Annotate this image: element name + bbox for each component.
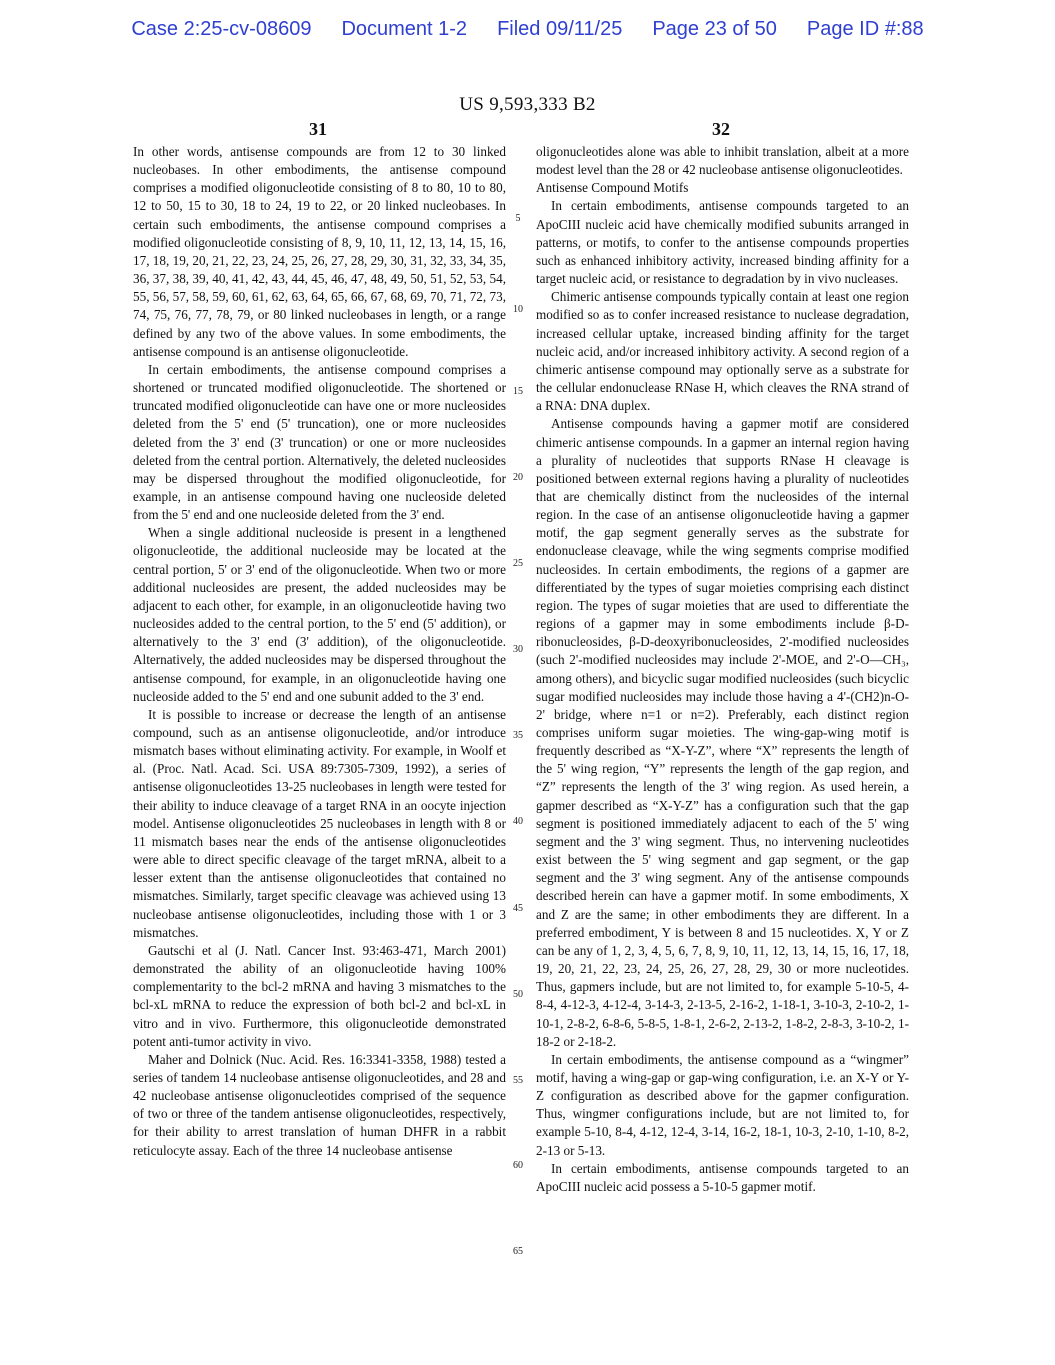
line-number: 40 xyxy=(513,816,523,827)
case-number: Case 2:25-cv-08609 xyxy=(131,18,312,40)
right-column xyxy=(536,143,909,1196)
line-number: 15 xyxy=(513,386,523,397)
left-paragraph-6: Maher and Dolnick (Nuc. Acid. Res. 16:3341-3358, 1988) tested a series of tandem 14 nucleobase antisense oligonucleotides, and 28 and 42 nucleobase antisense oligonucleotides comprised of the sequence of two or three of the tandem antisense oligonucleotides, respectively, for their ability to arrest translation of human DHFR in a rabbit reticulocyte assay. Each of the three 14 nucleobase antisense xyxy=(133,1051,506,1158)
line-number: 5 xyxy=(515,213,521,224)
left-column-number: 31 xyxy=(309,119,327,139)
right-intro-paragraph: oligonucleotides alone was able to inhibit translation, albeit at a more modest level than the 28 or 42 nucleobase antisense oligonucleotides. xyxy=(536,144,909,178)
line-number: 60 xyxy=(513,1160,523,1171)
right-paragraph-4: In certain embodiments, the antisense compound as a “wingmer” motif, having a wing-gap or gap-wing configuration, i.e. an X-Y or Y-Z configuration as described above for the gapmer configuration. Thus, wingmer configurations include, but are not limited to, for example 5-10, 8-4, 4-12, 12-4, 3-14, 16-2, 18-1, 10-3, 2-10, 1-10, 8-2, 2-13 or 5-13. xyxy=(536,1051,909,1158)
line-number: 10 xyxy=(513,304,523,315)
right-paragraph-2: Chimeric antisense compounds typically contain at least one region modified so as to confer increased resistance to nuclease degradation, increased cellular uptake, increased binding affinity for the target nucleic acid, and/or increased inhibitory activity. A second region of a chimeric antisense compound may optionally serve as a substrate for the cellular endonuclease RNase H, which cleaves the RNA strand of a RNA: DNA duplex. xyxy=(536,289,909,414)
filed-date: Filed 09/11/25 xyxy=(497,18,623,40)
page-id: Page ID #:88 xyxy=(806,18,924,40)
right-paragraph-3: Antisense compounds having a gapmer motif are considered chimeric antisense compounds. In a gapmer an internal region having a plurality of nucleotides that supports RNase H cleavage is positioned between external regions having a plurality of nucleotides that are chemically distinct from the nucleosides of the internal region. In the case of an antisense oligonucleotide having a gapmer motif, the gap segment generally serves as the substrate for endonuclease cleavage, while the wing segments comprise modified nucleosides. In certain embodiments, the regions of a gapmer are differentiated by the types of sugar moieties comprising each distinct region. The types of sugar moieties that are used to differentiate the regions of a gapmer may in some embodiments include β-D-ribonucleosides, β-D-deoxyribonucleosides, 2'-modified nucleosides (such 2'-modified nucleosides may include 2'-MOE, and 2'-O—CH₃, among others), and bicyclic sugar modified nucleosides (such bicyclic sugar modified nucleosides may include those having a 4'-(CH2)n-O-2' bridge, where n=1 or n=2). Preferably, each distinct region comprises uniform sugar moieties. The wing-gap-wing motif is frequently described as “X-Y-Z”, where “X” represents the length of the 5' wing region, “Y” represents the length of the gap region, and “Z” represents the length of the 3' wing region. As used herein, a gapmer described as “X-Y-Z” has a configuration such that the gap segment is positioned immediately adjacent to each of the 5' wing segment and the 3' wing segment. Thus, no intervening nucleotides exist between the 5' wing segment and gap segment, or the gap segment and the 3' wing segment. Any of the antisense compounds described herein can have a gapmer motif. In some embodiments, X and Z are the same; in other embodiments they are different. In a preferred embodiment, Y is between 8 and 15 nucleotides. X, Y or Z can be any of 1, 2, 3, 4, 5, 6, 7, 8, 9, 10, 11, 12, 13, 14, 15, 16, 17, 18, 19, 20, 21, 22, 23, 24, 25, 26, 27, 28, 29, 30 or more nucleotides. Thus, gapmers include, but are not limited to, for example 5-10-5, 4-8-4, 4-12-3, 4-12-4, 3-14-3, 2-13-5, 2-16-2, 1-18-1, 3-10-3, 2-10-2, 1-10-1, 2-8-2, 6-8-6, 5-8-5, 1-8-1, 2-6-2, 2-13-2, 1-8-2, 2-8-3, 3-10-2, 1-18-2 or 2-18-2. xyxy=(536,416,909,1049)
line-number: 65 xyxy=(513,1246,523,1257)
line-number: 25 xyxy=(513,558,523,569)
left-paragraph-4: It is possible to increase or decrease the length of an antisense compound, such as an antisense oligonucleotide, and/or introduce mismatch bases without eliminating activity. For example, in Woolf et al. (Proc. Natl. Acad. Sci. USA 89:7305-7309, 1992), a series of antisense oligonucleotides 13-25 nucleobases in length were tested for their ability to induce cleavage of a target RNA in an oocyte injection model. Antisense oligonucleotides 25 nucleobases in length with 8 or 11 mismatch bases near the ends of the antisense oligonucleotides were able to direct specific cleavage of the target mRNA, albeit to a lesser extent than the antisense oligonucleotides that contained no mismatches. Similarly, target specific cleavage was achieved using 13 nucleobase antisense oligonucleotides, including those with 1 or 3 mismatches. xyxy=(133,706,506,940)
line-number: 35 xyxy=(513,730,523,741)
line-numbers xyxy=(508,0,528,1365)
page-count: Page 23 of 50 xyxy=(652,18,777,40)
document-number: Document 1-2 xyxy=(341,18,468,40)
right-paragraph-5: In certain embodiments, antisense compounds targeted to an ApoCIII nucleic acid possess a 5-10-5 gapmer motif. xyxy=(536,1160,909,1194)
section-heading: Antisense Compound Motifs xyxy=(536,180,689,196)
line-number: 45 xyxy=(513,903,523,914)
line-number: 30 xyxy=(513,644,523,655)
left-paragraph-3: When a single additional nucleoside is present in a lengthened oligonucleotide, the additional nucleoside may be located at the central portion, 5' or 3' end of the oligonucleotide. When two or more additional nucleosides are present, the added nucleosides may be adjacent to each other, for example, in an oligonucleotide having two nucleosides added to the central portion, to the 5' end (5' addition), or alternatively to the 3' end (3' addition), of the oligonucleotide. Alternatively, the added nucleosides may be dispersed throughout the antisense compound, for example, in an oligonucleotide having one nucleoside added to the 5' end and one subunit added to the 3' end. xyxy=(133,525,506,704)
line-number: 20 xyxy=(513,472,523,483)
left-paragraph-1: In other words, antisense compounds are from 12 to 30 linked nucleobases. In other embodiments, the antisense compound comprises a modified oligonucleotide consisting of 8 to 80, 10 to 80, 12 to 50, 15 to 30, 18 to 24, 19 to 22, or 20 linked nucleobases. In certain such embodiments, the antisense compound comprises a modified oligonucleotide consisting of 8, 9, 10, 11, 12, 13, 14, 15, 16, 17, 18, 19, 20, 21, 22, 23, 24, 25, 26, 27, 28, 29, 30, 31, 32, 33, 34, 35, 36, 37, 38, 39, 40, 41, 42, 43, 44, 45, 46, 47, 48, 49, 50, 51, 52, 53, 54, 55, 56, 57, 58, 59, 60, 61, 62, 63, 64, 65, 66, 67, 68, 69, 70, 71, 72, 73, 74, 75, 76, 77, 78, 79, or 80 linked nucleobases in length, or a range defined by any two of the above values. In some embodiments, the antisense compound is an antisense oligonucleotide. xyxy=(133,144,506,359)
left-paragraph-2: In certain embodiments, the antisense compound comprises a shortened or truncated modified oligonucleotide. The shortened or truncated modified oligonucleotide can have one or more nucleosides deleted from the 5' end (5' truncation), one or more nucleosides deleted from the 3' end (3' truncation) or one or more nucleosides deleted from the central portion. Alternatively, the deleted nucleosides may be dispersed throughout the modified oligonucleotide, for example, in an antisense compound having one nucleoside deleted from the 5' end and one nucleoside deleted from the 3' end. xyxy=(133,361,506,523)
left-column xyxy=(133,143,506,1160)
patent-number: US 9,593,333 B2 xyxy=(459,94,596,115)
right-column-number: 32 xyxy=(712,119,730,139)
right-paragraph-1: In certain embodiments, antisense compounds targeted to an ApoCIII nucleic acid have chemically modified subunits arranged in patterns, or motifs, to confer to the antisense compounds properties such as enhanced inhibitory activity, increased binding affinity for a target nucleic acid, or resistance to degradation by in vivo nucleases. xyxy=(536,198,909,287)
left-paragraph-5: Gautschi et al (J. Natl. Cancer Inst. 93:463-471, March 2001) demonstrated the ability of an oligonucleotide having 100% complementarity to the bcl-2 mRNA and having 3 mismatches to the bcl-xL mRNA to reduce the expression of both bcl-2 and bcl-xL in vitro and in vivo. Furthermore, this oligonucleotide demonstrated potent anti-tumor activity in vivo. xyxy=(133,942,506,1049)
line-number: 50 xyxy=(513,989,523,1000)
line-number: 55 xyxy=(513,1075,523,1086)
